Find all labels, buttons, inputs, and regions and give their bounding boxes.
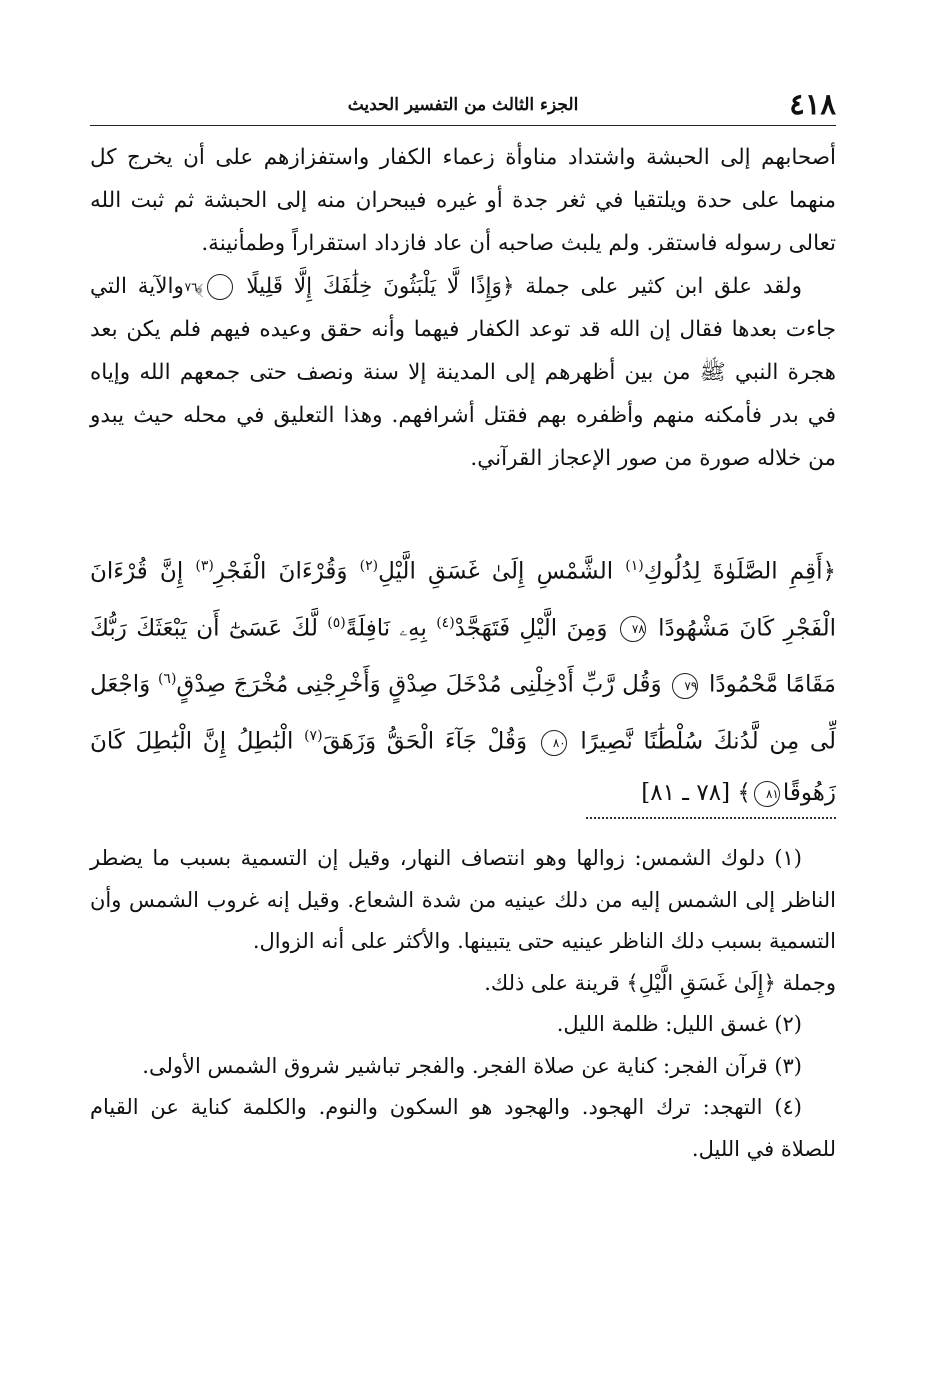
quran-verses [90, 541, 836, 819]
page-number: ٤١٨ [789, 87, 836, 121]
verse-segment: وَقُلْ جَآءَ الْحَقُّ وَزَهَقَ [322, 728, 528, 755]
quran-quote: ﴿إِلَىٰ غَسَقِ الَّيْلِ﴾ [626, 970, 776, 995]
verse-range: [٧٨ ـ ٨١] [641, 779, 731, 806]
verse-segment: الشَّمْسِ إِلَىٰ غَسَقِ الَّيْلِ [378, 558, 614, 585]
verse-segment: وَمِنَ الَّيْلِ فَتَهَجَّدْ [454, 615, 608, 642]
footnote-2: (٢) غسق الليل: ظلمة الليل. [556, 1012, 802, 1036]
footnote-ref: (٢) [359, 558, 379, 574]
verse-segment: أَقِمِ الصَّلَوٰةَ لِدُلُوكِ [643, 558, 823, 585]
footnote-3: (٣) قرآن الفجر: كناية عن صلاة الفجر. والفجر تباشير شروق الشمس الأولى. [142, 1053, 802, 1078]
ayah-number-marker: ٨١ [754, 781, 780, 807]
quran-quote-close: ﴾ [194, 274, 204, 299]
footnote-ref: (٤) [436, 614, 455, 631]
verses-paragraph [90, 541, 836, 819]
ayah-number-marker: ٧٦ [207, 274, 233, 300]
footnote-ref: (٦) [157, 671, 177, 688]
paragraph: أصحابهم إلى الحبشة واشتداد مناوأة زعماء الكفار واستفزازهم على أن يخرج كل منهما على حدة ويلتقيا في ثغر جدة أو غيره فيبحران منه إلى الحبشة ثم ثبت الله تعالى رسوله فاستقر. ولم يلبث صاحبه أن عاد فازداد استقراراً وطمأنينة. [90, 145, 836, 256]
ornate-bracket-close: ﴾ [737, 779, 751, 806]
footnote-ref: (٥) [327, 614, 346, 631]
paragraph-lead: ولقد علق ابن كثير على جملة [525, 274, 802, 299]
footnote-separator [586, 817, 836, 819]
main-text [90, 136, 836, 480]
verse-segment: وَاجْعَل لِّى مِن لَّدُنكَ سُلْطَٰنًا نَّصِيرًا [90, 671, 837, 755]
paragraph-text: والآية التي جاءت بعدها فقال إن الله قد توعد الكفار فيهما وأنه حقق وعيده فيهم فلم يكن بعد هجرة النبي ﷺ من بين أظهرهم إلى المدينة إلا سنة ونصف حتى جمعهم الله وإياه في بدر فأمكنه منهم وأظفره بهم فقتل أشرافهم. وهذا التعليق في محله حيث يبدو من خلاله صورة من صور الإعجاز القرآني. [90, 274, 836, 471]
paragraph [90, 265, 836, 480]
verse-segment: لَّكَ عَسَىٰٓ أَن يَبْعَثَكَ رَبُّكَ مَقَامًا مَّحْمُودًا [90, 615, 837, 698]
ayah-number-marker: ٨٠ [541, 730, 567, 756]
footnote-text: وجملة [782, 970, 836, 995]
footnotes [90, 838, 836, 1170]
ayah-number-marker: ٧٩ [672, 673, 698, 699]
verse-segment: الْبَٰطِلُ إِنَّ الْبَٰطِلَ كَانَ زَهُوقًا [90, 728, 836, 806]
verse-segment: وَقُرْءَانَ الْفَجْرِ [213, 558, 348, 585]
footnote-1-continuation [90, 963, 836, 1005]
verse-segment: وَقُل رَّبِّ أَدْخِلْنِى مُدْخَلَ صِدْقٍ وَأَخْرِجْنِى مُخْرَجَ صِدْقٍ [176, 671, 662, 698]
verse-segment: بِهِۦ نَافِلَةً [345, 615, 427, 642]
verse-segment: إِنَّ قُرْءَانَ الْفَجْرِ كَانَ مَشْهُودًا [90, 558, 837, 642]
footnote-ref: (١) [625, 558, 644, 574]
quran-quote: ﴿وَإِذًا لَّا يَلْبَثُونَ خِلَٰفَكَ إِلَّا قَلِيلًا [246, 274, 515, 299]
footnote-ref: (٧) [304, 727, 323, 744]
footnote-text: قرينة على ذلك. [484, 970, 620, 995]
footnote-1: (١) دلوك الشمس: زوالها وهو انتصاف النهار، وقيل إن التسمية بسبب ما يضطر الناظر إلى الشمس إليه من دلك عينيه من شدة الشعاع. وقيل إنه غروب الشمس وأن التسمية بسبب دلك الناظر عينيه حتى يتبينها. والأكثر على أنه الزوال. [90, 846, 836, 953]
header-rule [90, 125, 836, 126]
ornate-bracket-open: ﴿ [822, 558, 837, 585]
footnote-ref: (٣) [195, 558, 214, 574]
page-header [90, 86, 836, 122]
ayah-number-marker: ٧٨ [620, 616, 646, 642]
running-title: الجزء الثالث من التفسير الحديث [347, 95, 579, 115]
footnote-4: (٤) التهجد: ترك الهجود. والهجود هو السكون والنوم. والكلمة كناية عن القيام للصلاة في الليل. [90, 1095, 836, 1161]
